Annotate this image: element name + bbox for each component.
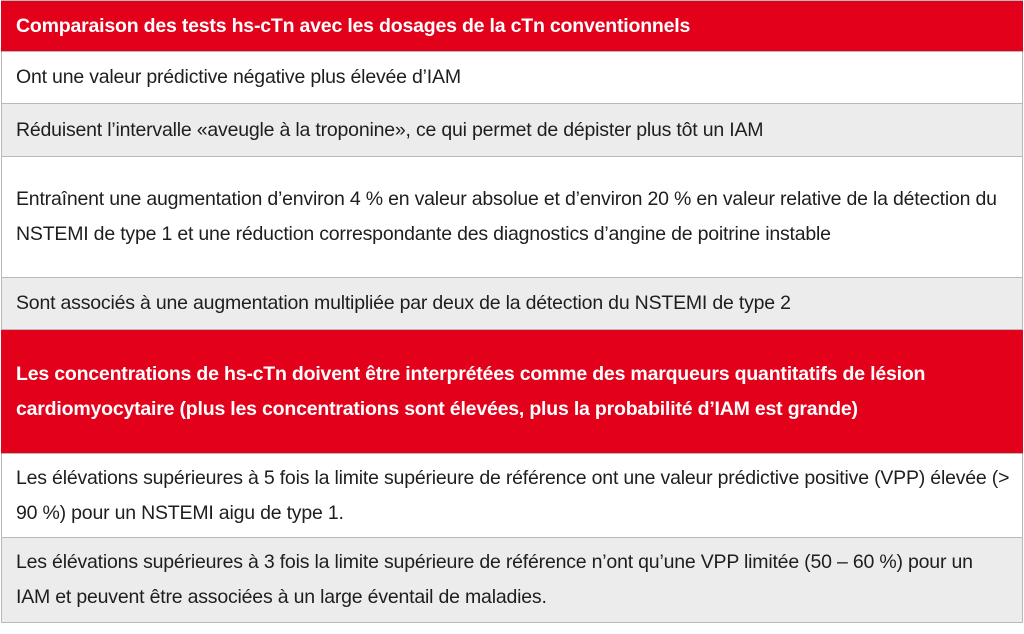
header-text: Les concentrations de hs-cTn doivent être interprétées comme des marqueurs quantitatifs de lésion cardiomyocytaire (plus les concentrations sont élevées, plus la probabilité d’IAM est grande) <box>16 362 926 420</box>
row-text: Les élévations supérieures à 5 fois la limite supérieure de référence ont une valeur prédictive positive (VPP) élevée (> 90 %) pour un NSTEMI aigu de type 1. <box>16 466 1010 524</box>
table-row <box>1 454 1023 538</box>
row-text: Les élévations supérieures à 3 fois la limite supérieure de référence n’ont qu’une VPP limitée (50 – 60 %) pour un IAM et peuvent être associées à un large éventail de maladies. <box>16 551 973 608</box>
row-text: Réduisent l’intervalle «aveugle à la troponine», ce qui permet de dépister plus tôt un IAM <box>16 118 764 141</box>
comparison-table <box>1 0 1023 623</box>
header-text: Comparaison des tests hs-cTn avec les dosages de la cTn conventionnels <box>16 14 691 37</box>
table-header-comparison <box>1 1 1023 52</box>
table-row <box>1 278 1023 330</box>
table-row <box>1 538 1023 623</box>
table-row <box>1 104 1023 157</box>
table-header-interpretation <box>1 330 1023 454</box>
table-row <box>1 52 1023 104</box>
row-text: Ont une valeur prédictive négative plus élevée d’IAM <box>16 66 461 88</box>
table-row <box>1 157 1023 278</box>
row-text: Sont associés à une augmentation multipliée par deux de la détection du NSTEMI de type 2 <box>16 292 791 314</box>
row-text: Entraînent une augmentation d’environ 4 % en valeur absolue et d’environ 20 % en valeur relative de la détection du NSTEMI de type 1 et une réduction correspondante des diagnostics d’angine de poitrine instable <box>16 188 997 245</box>
